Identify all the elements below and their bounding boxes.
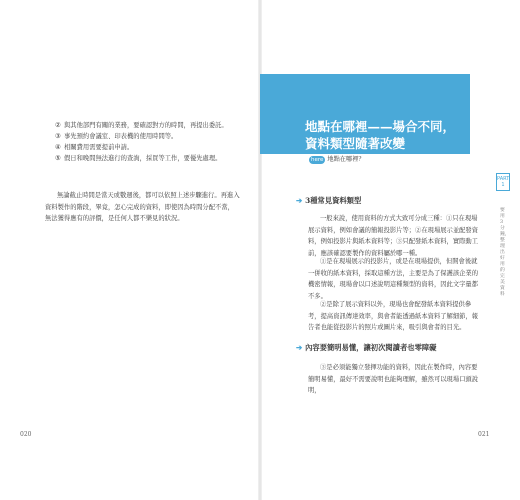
list-item: ⑤ 假日和晚間無法進行的查詢，採買等工作，要優先處理。	[55, 155, 222, 162]
left-numbered-list	[55, 120, 230, 164]
list-item: ② 與其他部門有關的業務，要確認對方的時間，再提出委託。	[55, 122, 228, 129]
chapter-title-line2: 資料類型隨著改變	[305, 136, 406, 151]
chapter-subtitle: 地點在哪裡？	[327, 156, 365, 163]
part-tab: PART 1	[496, 173, 510, 191]
vertical-running-head: 要用3分鐘，整理出好用的完美資料	[500, 208, 510, 297]
body-paragraph: ③是必須能獨立發揮功能的資料，因此在製作時，內容要簡明易懂，最好不需要說明也能夠理解，雖然可以現場口頭說明，	[308, 364, 479, 394]
arrow-right-icon: ➔	[296, 343, 303, 352]
chapter-subtitle-pill	[307, 154, 447, 166]
left-paragraph: 無論截止時間是當天或數週後，都可以依照上述步驟進行。再進入資料製作的階段，畢竟，怎心完成的資料，即使因為時間分配不當，無法獲得應有的評價，是任何人都不樂見的狀況。	[45, 192, 240, 222]
here-icon: here	[311, 157, 324, 163]
list-item: ④ 相關費用需要提前申請。	[55, 144, 134, 151]
chapter-title	[305, 118, 465, 152]
body-paragraph: ②是除了展示資料以外，現場也會配發紙本資料提供參考，提高資訊傳達效率，與會者能透過紙本資料了解細節，報告者也能從投影片的照片或圖片來，吸引與會者的目光。	[308, 301, 479, 331]
body-paragraph: ①是在現場展示的投影片，或是在現場提供，但開會後就一併收的紙本資料，採取這種方法，主要是為了保護該企業的機密情報，現場會以口述說明這種類型的資料，因此文字量都不多。	[308, 258, 479, 300]
list-item: ③ 事先預約會議室、印表機的使用時間等。	[55, 133, 178, 140]
arrow-right-icon: ➔	[296, 196, 303, 205]
section-heading-2: ➔ 內容要簡明易懂，讓初次閱讀者也零障礙	[296, 343, 437, 352]
body-paragraph: 一般來說，使用資料的方式大致可分成三種：①只在現場展示資料，例如會議的簡報投影片等；②在現場展示並配發資料，例如投影片與紙本資料等；③只配發紙本資料，實際動工前，應該確認要製作的資料屬於哪一種。	[308, 215, 479, 257]
chapter-title-line1: 地點在哪裡——場合不同，	[305, 119, 456, 134]
page-number-right: 021	[478, 431, 490, 438]
page-number-left: 020	[20, 431, 32, 438]
section-heading-1: ➔ 3種常見資料類型	[296, 196, 362, 205]
